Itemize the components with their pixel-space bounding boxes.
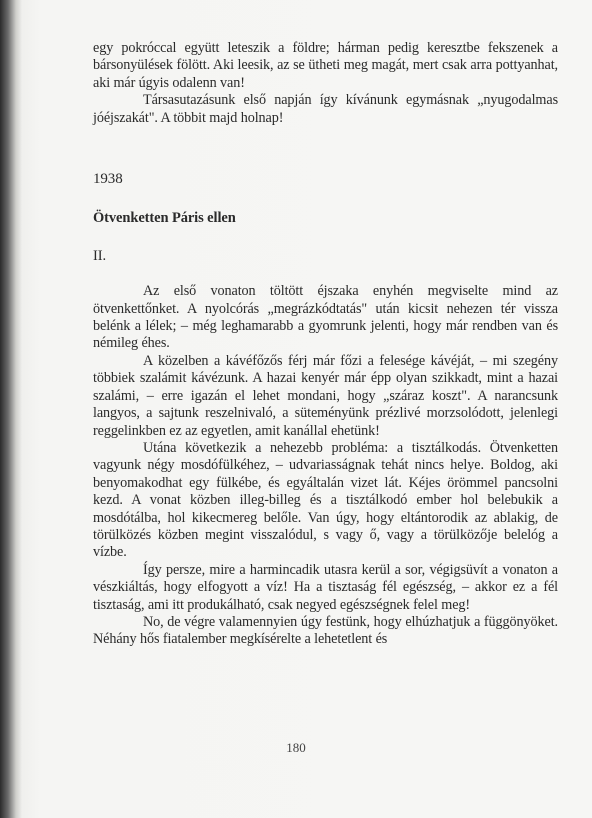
- paragraph: Így persze, mire a harmincadik utasra kerül a sor, végigsüvít a vonaton a vészkiáltás, hogy elfogyott a víz! Ha a tisztaság fél egészség, – akkor ez a fél tisztaság, ami itt produkálható, csak negyed egészségnek felel meg!: [93, 561, 558, 613]
- year-label: 1938: [93, 171, 123, 188]
- paragraph: Az első vonaton töltött éjszaka enyhén megviselte mind az ötvenkettőnket. A nyolcórás „megrázkódtatás" után kicsit nehezen tér vissza belénk a lélek; – még leghamarabb a gyomrunk jelenti, hogy már rendben van és némileg éhes.: [93, 283, 558, 352]
- paragraph-closing: Társasutazásunk első napján így kívánunk egymásnak „nyugodalmas jóéjszakát". A többit majd holnap!: [93, 92, 558, 126]
- section-number: II.: [93, 247, 106, 264]
- chapter-heading: Ötvenketten Páris ellen: [93, 210, 236, 227]
- page-text-block: [93, 40, 558, 649]
- page-number: 180: [286, 740, 306, 755]
- paragraph: No, de végre valamennyien úgy festünk, hogy elhúzhatjuk a függönyöket. Néhány hős fiatalember megkísérelte a lehetetlent és: [93, 613, 558, 648]
- paragraph: Utána következik a nehezebb probléma: a tisztálkodás. Ötvenketten vagyunk négy mosdófülkéhez, – udvariasságnak tehát nincs helye. Boldog, aki benyomakodhat egy fülkébe, és egyáltalán vizet lát. Kéjes örömmel pancsolni kezd. A vonat közben illeg-billeg és a tisztálkodó ember hol belebukik a mosdótálba, hol kikecmereg belőle. Van úgy, hogy eltántorodik az ablakig, de törülközés közben megint visszalódul, s vagy ő, vagy a törülközője belelóg a vízbe.: [93, 439, 558, 561]
- binding-shadow: [0, 0, 22, 818]
- paragraph-continued: egy pokróccal együtt leteszik a földre; hárman pedig keresztbe fekszenek a bársonyülések fölött. Aki leesik, az se ütheti meg magát, mert csak arra pottyanhat, aki már úgyis odalenn van!: [93, 40, 558, 91]
- paragraph: A közelben a kávéfőzős férj már főzi a felesége kávéját, – mi szegény többiek szalámit kávézunk. A hazai kenyér már épp olyan szikkadt, mint a hazai szalámi, – erre igazán el lehet mondani, hogy „száraz koszt". A narancsunk langyos, a sajtunk reszelnivaló, a süteményünk prézlivé morzsolódott, jelenlegi reggelinkben ez az egyetlen, amit kanállal ehetünk!: [93, 352, 558, 439]
